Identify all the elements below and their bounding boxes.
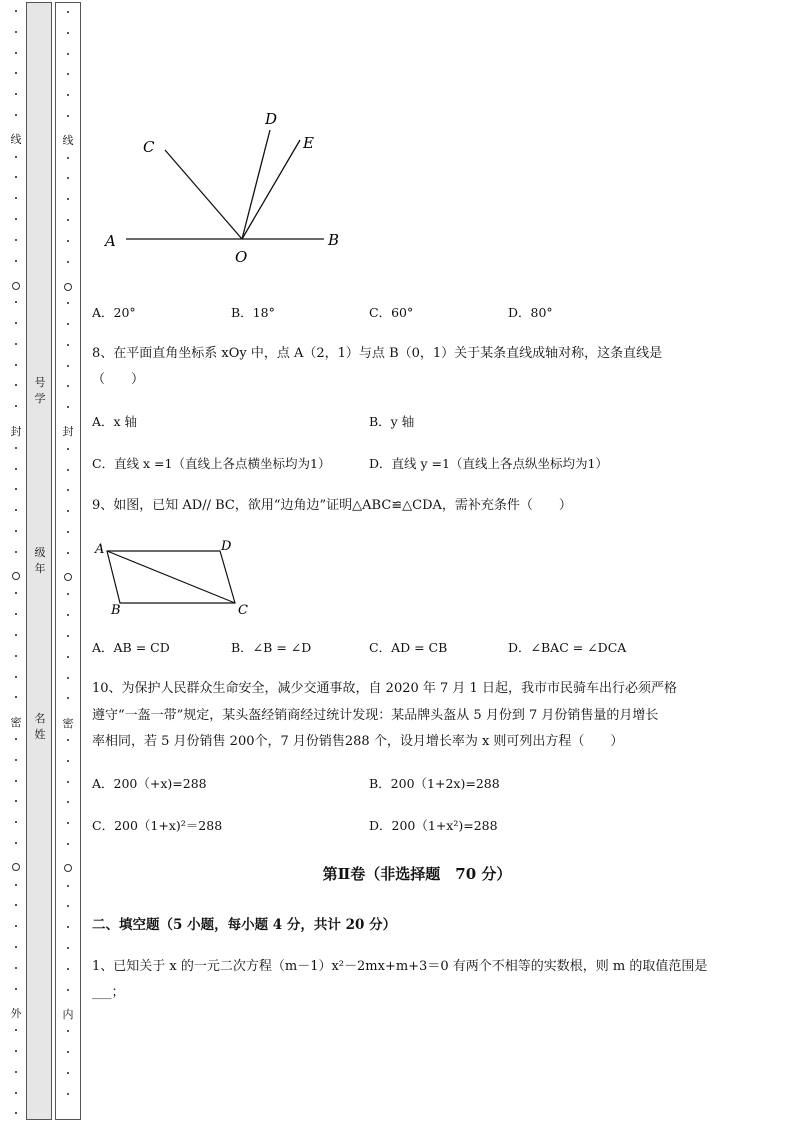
binding-dot [15,988,17,990]
binding-dot [67,365,69,367]
binding-dot [15,696,17,698]
binding-dot [15,759,17,761]
label-B: B [328,231,340,249]
q9-option-a: A．AB = CD [92,640,170,655]
binding-dot [15,1071,17,1073]
binding-dot [67,323,69,325]
binding-dot [15,343,17,345]
binding-dot [15,364,17,366]
q7-option-d: D．80° [508,305,553,320]
label-D: D [265,110,278,128]
fill1-stem-line1: 1、已知关于 x 的一元二次方程（m－1）x²－2mx+m+3＝0 有两个不相等的实数根，则 m 的取值范围是 [92,959,708,974]
binding-dot [15,156,17,158]
label-C2: C [238,603,248,618]
q7-option-c: C．60° [369,305,414,320]
binding-dot [67,531,69,533]
binding-dot [67,240,69,242]
binding-dot [67,219,69,221]
binding-dot [67,94,69,96]
binding-dot [67,302,69,304]
binding-mark-wai: 外 [10,1007,22,1020]
binding-dot [15,904,17,906]
binding-dot [15,780,17,782]
binding-inner-mark-mi: 密 [62,717,74,730]
binding-dot [15,197,17,199]
binding-dot [67,469,69,471]
binding-dot [15,384,17,386]
binding-dot [67,406,69,408]
q7-option-a: A．20° [92,305,136,320]
binding-inner-mark-nei: 内 [62,1008,74,1021]
binding-dot [67,32,69,34]
binding-dot [67,157,69,159]
binding-outer-dotted-column [6,0,26,1123]
label-C: C [143,138,155,156]
binding-dot [67,11,69,13]
binding-dot [15,967,17,969]
grade-char-2: 年 [34,562,46,575]
binding-dot [15,925,17,927]
binding-dot [15,114,17,116]
diagonal-AC [107,551,235,603]
binding-dot [67,510,69,512]
q10-stem-line2: 遵守“一盔一带”规定，某头盔经销商经过统计发现：某品牌头盔从 5 月份到 7 月份销售量的月增长 [92,708,659,723]
binding-dot [67,177,69,179]
binding-dot [67,968,69,970]
binding-dot [15,176,17,178]
label-A: A [105,232,116,250]
binding-dot [15,93,17,95]
name-char-2: 姓 [34,728,46,741]
binding-dot [15,10,17,12]
binding-dot [67,781,69,783]
binding-dot [67,1051,69,1053]
binding-dot [15,52,17,54]
binding-dot [67,73,69,75]
binding-dot [67,905,69,907]
q8-option-d: D．直线 y =1（直线上各点纵坐标均为1） [369,456,608,471]
binding-dot [15,530,17,532]
student-id-char-2: 学 [34,392,46,405]
binding-dot [67,198,69,200]
binding-circle [64,573,72,581]
binding-dot [15,1050,17,1052]
binding-dot [15,551,17,553]
binding-dot [67,947,69,949]
name-char-1: 名 [34,712,46,725]
binding-dot [67,822,69,824]
q9-option-d: D．∠BAC = ∠DCA [508,640,627,655]
binding-inner-dotted-column [55,2,81,1120]
ray-OC [165,150,242,239]
binding-dot [67,385,69,387]
binding-dot [67,552,69,554]
binding-dot [67,697,69,699]
binding-dot [15,301,17,303]
binding-dot [15,592,17,594]
binding-dot [15,655,17,657]
q8-option-b: B．y 轴 [369,414,415,429]
binding-dot [67,489,69,491]
binding-dot [15,468,17,470]
student-id-char-1: 号 [34,376,46,389]
binding-dot [15,72,17,74]
binding-mark-mi: 密 [10,716,22,729]
binding-dot [15,31,17,33]
binding-dot [67,1093,69,1095]
binding-dot [67,760,69,762]
binding-dot [15,405,17,407]
binding-dot [67,1072,69,1074]
parallelogram-figure [92,536,262,620]
binding-dot [15,821,17,823]
binding-mark-xian: 线 [10,133,22,146]
q8-stem-line1: 8、在平面直角坐标系 xOy 中，点 A（2，1）与点 B（0，1）关于某条直线成轴对称，这条直线是 [92,346,663,361]
q10-stem-line3: 率相同，若 5 月份销售 200个，7 月份销售288 个，设月增长率为 x 则可列出方程（ ） [92,734,624,749]
ray-OD [242,130,270,239]
binding-dot [15,800,17,802]
binding-inner-mark-xian: 线 [62,134,74,147]
q8-stem-line2: （ ） [92,372,145,387]
binding-circle [64,283,72,291]
binding-dot [15,239,17,241]
binding-dot [15,260,17,262]
label-A2: A [95,542,105,557]
binding-dot [67,448,69,450]
binding-dot [67,614,69,616]
q10-option-c: C．200（1+x)²＝288 [92,818,223,833]
q10-option-d: D．200（1+x²)=288 [369,818,498,833]
q9-stem: 9、如图，已知 AD// BC，欲用“边角边”证明△ABC≌△CDA，需补充条件（ ） [92,498,572,513]
q10-option-b: B．200（1+2x)=288 [369,776,500,791]
binding-dot [67,739,69,741]
q10-option-a: A．200（+x)=288 [92,776,207,791]
label-D2: D [221,539,232,554]
binding-dot [15,1112,17,1114]
binding-dot [67,261,69,263]
q9-option-b: B．∠B = ∠D [231,640,312,655]
binding-dot [15,509,17,511]
binding-dot [15,488,17,490]
ray-OE [242,140,300,239]
binding-dot [15,322,17,324]
q7-option-b: B．18° [231,305,275,320]
binding-dot [67,677,69,679]
fill1-stem-line2: ___； [92,985,125,1000]
binding-circle [12,572,20,580]
angle-figure [95,100,355,270]
binding-dot [67,801,69,803]
label-O: O [235,248,248,266]
section-2-title: 第Ⅱ卷（非选择题 70 分） [322,865,512,883]
binding-dot [15,842,17,844]
binding-dot [15,946,17,948]
binding-dot [15,447,17,449]
binding-dot [15,1029,17,1031]
binding-dot [67,53,69,55]
binding-inner-mark-feng: 封 [62,425,74,438]
binding-circle [12,282,20,290]
binding-dot [15,738,17,740]
fill-in-section-heading: 二、填空题（5 小题，每小题 4 分，共计 20 分） [92,917,397,933]
binding-dot [67,843,69,845]
student-info-band [26,2,52,1120]
binding-dot [15,634,17,636]
binding-dot [67,344,69,346]
binding-dot [67,1030,69,1032]
q10-stem-line1: 10、为保护人民群众生命安全，减少交通事故，自 2020 年 7 月 1 日起，我市市民骑车出行必须严格 [92,681,677,696]
binding-dot [15,613,17,615]
binding-dot [67,593,69,595]
grade-label [27,545,53,577]
q9-option-c: C．AD = CB [369,640,448,655]
student-id-label [27,375,53,407]
binding-dot [67,989,69,991]
q8-option-c: C．直线 x =1（直线上各点横坐标均为1） [92,456,331,471]
label-B2: B [111,603,121,618]
label-E: E [303,134,314,152]
grade-char-1: 级 [34,546,46,559]
binding-dot [15,218,17,220]
binding-dot [15,1092,17,1094]
binding-mark-feng: 封 [10,425,22,438]
binding-dot [67,926,69,928]
binding-dot [67,115,69,117]
q8-option-a: A．x 轴 [92,414,138,429]
binding-dot [67,635,69,637]
binding-dot [15,676,17,678]
binding-dot [67,656,69,658]
name-label [27,711,53,743]
